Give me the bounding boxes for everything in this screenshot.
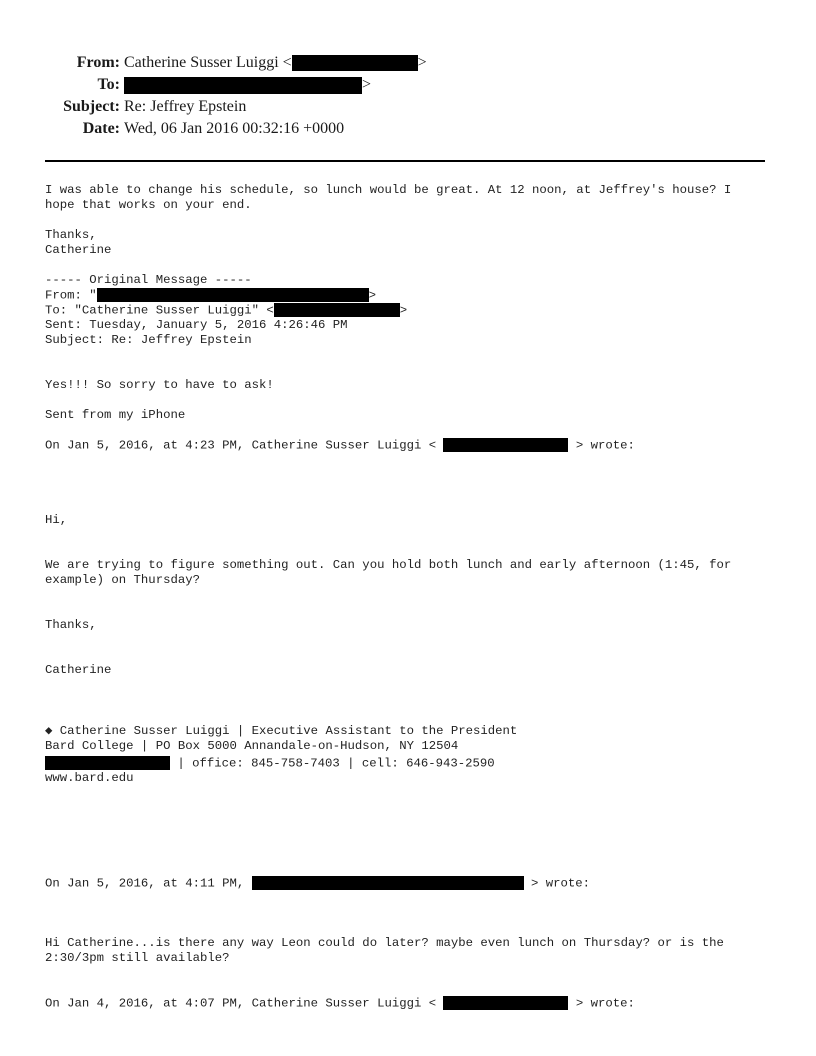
from-label: From: [76,54,120,71]
signature-contact [45,756,495,771]
date-label: Date: [82,120,120,137]
redaction-block [124,77,362,94]
thanks-line: Thanks, [45,228,97,242]
redaction-block [443,438,568,452]
original-from-suffix: > [368,288,377,303]
original-from-prefix: From: " [45,288,97,303]
redaction-block [274,303,400,317]
to-row [0,76,420,94]
original-sent: Sent: Tuesday, January 5, 2016 4:26:46 PM [45,318,348,332]
greeting: Hi, [45,513,68,527]
thanks-line: Thanks, [45,618,97,632]
body-line: hope that works on your end. [45,198,252,212]
original-to-prefix: To: "Catherine Susser Luiggi" < [45,303,274,318]
header-divider [45,160,765,162]
to-value [124,76,371,94]
wrote-prefix: On Jan 4, 2016, at 4:07 PM, Catherine Susser Luiggi < [45,996,444,1011]
signature-website: www.bard.edu [45,771,134,785]
wrote-prefix: On Jan 5, 2016, at 4:23 PM, Catherine Susser Luiggi < [45,438,444,453]
original-to-suffix: > [399,303,408,318]
from-row [0,54,427,72]
signature-title: ◆ Catherine Susser Luiggi | Executive Assistant to the President [45,724,518,738]
redaction-block [97,288,369,302]
wrote-suffix: > wrote: [523,876,591,891]
subject-label: Subject: [63,98,120,115]
wrote-line [45,996,635,1011]
redaction-block [443,996,568,1010]
from-value [124,54,427,72]
signature-contact-text: | office: 845-758-7403 | cell: 646-943-2590 [170,756,495,771]
to-close: > [362,76,372,93]
from-name: Catherine Susser Luiggi < [124,54,292,71]
original-subject: Subject: Re: Jeffrey Epstein [45,333,252,347]
body-line: Yes!!! So sorry to have to ask! [45,378,274,392]
date-row [0,120,420,138]
body-line: example) on Thursday? [45,573,200,587]
wrote-suffix: > wrote: [568,996,635,1011]
original-message-divider: ----- Original Message ----- [45,273,252,287]
from-close: > [417,54,427,71]
signature-address: Bard College | PO Box 5000 Annandale-on-Hudson, NY 12504 [45,739,459,753]
body-line: Sent from my iPhone [45,408,186,422]
original-to [45,303,407,318]
wrote-line [45,876,590,891]
subject-value: Re: Jeffrey Epstein [124,98,247,115]
body-line: 2:30/3pm still available? [45,951,230,965]
original-from [45,288,376,303]
wrote-suffix: > wrote: [568,438,635,453]
redaction-block [252,876,524,890]
signature-name: Catherine [45,663,112,677]
subject-row [0,98,420,116]
redaction-block [292,55,418,71]
wrote-prefix: On Jan 5, 2016, at 4:11 PM, [45,876,252,891]
wrote-line [45,438,635,453]
body-line: I was able to change his schedule, so lunch would be great. At 12 noon, at Jeffrey's house? I [45,183,732,197]
body-line: Hi Catherine...is there any way Leon could do later? maybe even lunch on Thursday? or is the [45,936,724,950]
to-label: To: [97,76,120,93]
body-line: We are trying to figure something out. Can you hold both lunch and early afternoon (1:45, for [45,558,732,572]
redaction-block [45,756,170,770]
signature-name: Catherine [45,243,112,257]
email-header [0,54,427,144]
date-value: Wed, 06 Jan 2016 00:32:16 +0000 [124,120,345,137]
